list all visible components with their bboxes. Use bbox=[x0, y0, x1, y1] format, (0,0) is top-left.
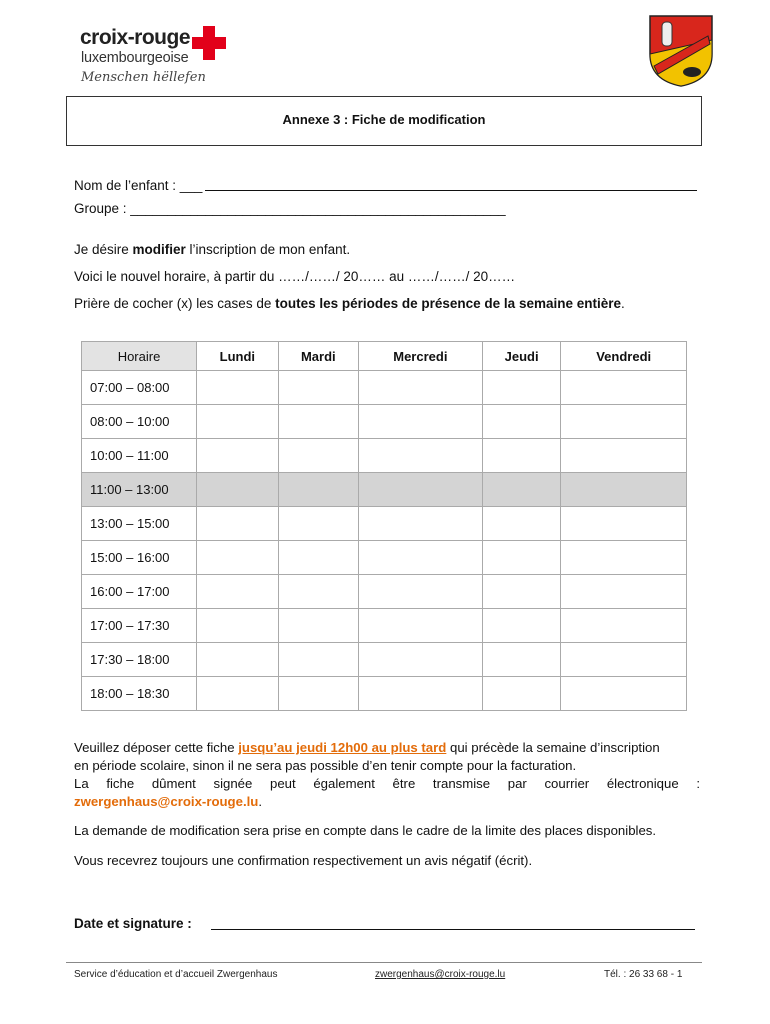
time-slot-cell: 07:00 – 08:00 bbox=[82, 371, 197, 405]
checkbox-cell-mardi[interactable] bbox=[278, 643, 358, 677]
checkbox-cell-mercredi[interactable] bbox=[358, 609, 482, 643]
table-row bbox=[82, 439, 687, 473]
email-link[interactable]: zwergenhaus@croix-rouge.lu bbox=[74, 794, 259, 809]
deposit-line2: en période scolaire, sinon il ne sera pas possible d’en tenir compte pour la facturation. bbox=[74, 758, 577, 773]
checkbox-cell-lundi[interactable] bbox=[197, 371, 279, 405]
checkbox-cell-vendredi[interactable] bbox=[561, 507, 687, 541]
time-slot-cell: 11:00 – 13:00 bbox=[82, 473, 197, 507]
checkbox-cell-lundi[interactable] bbox=[197, 643, 279, 677]
checkbox-cell-jeudi[interactable] bbox=[482, 575, 561, 609]
checkbox-cell-mardi[interactable] bbox=[278, 609, 358, 643]
table-row bbox=[82, 541, 687, 575]
logo-brand: croix-rouge bbox=[80, 26, 191, 49]
checkbox-cell-vendredi[interactable] bbox=[561, 405, 687, 439]
time-slot-cell: 18:00 – 18:30 bbox=[82, 677, 197, 711]
table-row bbox=[82, 507, 687, 541]
checkbox-cell-mercredi[interactable] bbox=[358, 643, 482, 677]
time-slot-cell: 15:00 – 16:00 bbox=[82, 541, 197, 575]
table-row bbox=[82, 473, 687, 507]
checkbox-cell-lundi[interactable] bbox=[197, 507, 279, 541]
table-row bbox=[82, 371, 687, 405]
limit-notice: La demande de modification sera prise en compte dans le cadre de la limite des places disponibles. bbox=[74, 823, 657, 838]
checkbox-cell-mardi[interactable] bbox=[278, 507, 358, 541]
table-header-row bbox=[82, 342, 687, 371]
table-row bbox=[82, 643, 687, 677]
deposit-deadline: jusqu’au jeudi 12h00 au plus tard bbox=[238, 740, 447, 755]
footer-email-link[interactable]: zwergenhaus@croix-rouge.lu bbox=[375, 969, 506, 980]
confirm-notice: Vous recevrez toujours une confirmation respectivement un avis négatif (écrit). bbox=[74, 853, 533, 868]
table-row bbox=[82, 677, 687, 711]
email-suffix: . bbox=[258, 794, 263, 809]
checkbox-cell-mardi[interactable] bbox=[278, 371, 358, 405]
checkbox-cell-vendredi[interactable] bbox=[561, 371, 687, 405]
checkbox-cell-vendredi[interactable] bbox=[561, 609, 687, 643]
checkbox-cell-jeudi[interactable] bbox=[482, 473, 561, 507]
checkbox-cell-mardi[interactable] bbox=[278, 575, 358, 609]
checkbox-cell-mardi[interactable] bbox=[278, 439, 358, 473]
checkbox-cell-jeudi[interactable] bbox=[482, 677, 561, 711]
checkbox-cell-mercredi[interactable] bbox=[358, 677, 482, 711]
time-slot-cell: 17:30 – 18:00 bbox=[82, 643, 197, 677]
checkbox-cell-mercredi[interactable] bbox=[358, 507, 482, 541]
time-slot-cell: 16:00 – 17:00 bbox=[82, 575, 197, 609]
checkbox-cell-jeudi[interactable] bbox=[482, 507, 561, 541]
header-jeudi: Jeudi bbox=[482, 342, 561, 371]
checkbox-cell-lundi[interactable] bbox=[197, 405, 279, 439]
table-row bbox=[82, 575, 687, 609]
checkbox-cell-lundi[interactable] bbox=[197, 575, 279, 609]
table-row bbox=[82, 405, 687, 439]
signature-field[interactable] bbox=[211, 929, 695, 930]
intro-line bbox=[74, 242, 350, 257]
municipal-crest-icon bbox=[648, 14, 714, 88]
checkbox-cell-vendredi[interactable] bbox=[561, 643, 687, 677]
checkbox-cell-vendredi[interactable] bbox=[561, 473, 687, 507]
time-slot-cell: 13:00 – 15:00 bbox=[82, 507, 197, 541]
schedule-table bbox=[81, 341, 687, 711]
logo-slogan: Menschen hëllefen bbox=[81, 70, 206, 85]
checkbox-cell-vendredi[interactable] bbox=[561, 575, 687, 609]
deposit-post: qui précède la semaine d’inscription bbox=[446, 740, 660, 755]
footer-divider bbox=[66, 962, 702, 963]
header-horaire: Horaire bbox=[82, 342, 197, 371]
schedule-date-line: Voici le nouvel horaire, à partir du ……/……/ 20…… au ……/……/ 20…… bbox=[74, 269, 516, 284]
checkbox-cell-jeudi[interactable] bbox=[482, 439, 561, 473]
red-cross-icon bbox=[192, 26, 226, 60]
instruction-line bbox=[74, 296, 625, 311]
time-slot-cell: 10:00 – 11:00 bbox=[82, 439, 197, 473]
checkbox-cell-lundi[interactable] bbox=[197, 677, 279, 711]
table-row bbox=[82, 609, 687, 643]
signature-label: Date et signature : bbox=[74, 916, 192, 931]
child-name-label: Nom de l’enfant : ___ bbox=[74, 178, 203, 193]
email-line: La fiche dûment signée peut également être transmise par courrier électronique : bbox=[74, 776, 700, 791]
checkbox-cell-lundi[interactable] bbox=[197, 541, 279, 575]
footer-phone: Tél. : 26 33 68 - 1 bbox=[604, 969, 683, 980]
checkbox-cell-lundi[interactable] bbox=[197, 439, 279, 473]
checkbox-cell-mardi[interactable] bbox=[278, 405, 358, 439]
time-slot-cell: 17:00 – 17:30 bbox=[82, 609, 197, 643]
checkbox-cell-mercredi[interactable] bbox=[358, 371, 482, 405]
footer-service: Service d’éducation et d’accueil Zwergenhaus bbox=[74, 969, 278, 980]
logo-subtitle: luxembourgeoise bbox=[81, 50, 189, 66]
time-slot-cell: 08:00 – 10:00 bbox=[82, 405, 197, 439]
header-lundi: Lundi bbox=[197, 342, 279, 371]
checkbox-cell-mardi[interactable] bbox=[278, 677, 358, 711]
instruction-bold: toutes les périodes de présence de la semaine entière bbox=[275, 296, 621, 311]
checkbox-cell-jeudi[interactable] bbox=[482, 371, 561, 405]
checkbox-cell-mercredi[interactable] bbox=[358, 405, 482, 439]
checkbox-cell-jeudi[interactable] bbox=[482, 405, 561, 439]
instruction-post: . bbox=[621, 296, 625, 311]
checkbox-cell-mercredi[interactable] bbox=[358, 541, 482, 575]
header-mercredi: Mercredi bbox=[358, 342, 482, 371]
checkbox-cell-vendredi[interactable] bbox=[561, 541, 687, 575]
instruction-pre: Prière de cocher (x) les cases de bbox=[74, 296, 276, 311]
checkbox-cell-mardi[interactable] bbox=[278, 473, 358, 507]
checkbox-cell-vendredi[interactable] bbox=[561, 439, 687, 473]
intro-text-pre: Je désire bbox=[74, 242, 133, 257]
deposit-pre: Veuillez déposer cette fiche bbox=[74, 740, 239, 755]
checkbox-cell-jeudi[interactable] bbox=[482, 643, 561, 677]
checkbox-cell-vendredi[interactable] bbox=[561, 677, 687, 711]
intro-text-post: l’inscription de mon enfant. bbox=[185, 242, 351, 257]
deposit-notice bbox=[74, 739, 700, 811]
checkbox-cell-mardi[interactable] bbox=[278, 541, 358, 575]
checkbox-cell-lundi[interactable] bbox=[197, 473, 279, 507]
checkbox-cell-mercredi[interactable] bbox=[358, 473, 482, 507]
header-vendredi: Vendredi bbox=[561, 342, 687, 371]
header-mardi: Mardi bbox=[278, 342, 358, 371]
checkbox-cell-jeudi[interactable] bbox=[482, 541, 561, 575]
intro-text-bold: modifier bbox=[132, 242, 186, 257]
checkbox-cell-lundi[interactable] bbox=[197, 609, 279, 643]
title-box bbox=[66, 96, 702, 146]
croix-rouge-logo bbox=[80, 26, 240, 88]
group-field[interactable]: Groupe : __________________________________________________ bbox=[74, 201, 506, 216]
child-name-field[interactable] bbox=[205, 190, 697, 191]
checkbox-cell-mercredi[interactable] bbox=[358, 439, 482, 473]
checkbox-cell-mercredi[interactable] bbox=[358, 575, 482, 609]
checkbox-cell-jeudi[interactable] bbox=[482, 609, 561, 643]
page-title: Annexe 3 : Fiche de modification bbox=[282, 112, 486, 127]
